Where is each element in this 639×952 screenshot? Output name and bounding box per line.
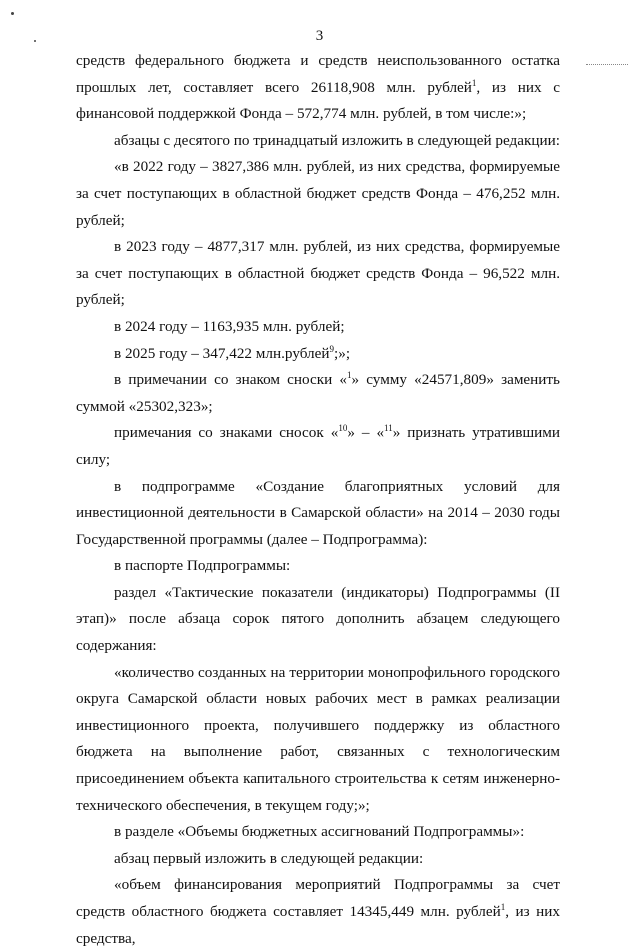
paragraph-new-indicator: «количество созданных на территории монопрофильного городского округа Самарской области новых рабочих мест в рамках реализации инвестиционного проекта, получившего поддержку из областного бюджета на выполнение работ, связанных с технологическим присоединением объекта капитального строительства к сетям инженерно-технического обеспечения, в текущем году;»; <box>76 663 560 814</box>
paragraph-year-2023: в 2023 году – 4877,317 млн. рублей, из них средства, формируемые за счет поступающих в областной бюджет средств Фонда – 96,522 млн. рублей; <box>76 238 560 309</box>
scan-artifact-dots <box>586 64 628 66</box>
paragraph-passport: в паспорте Подпрограммы: <box>114 557 291 575</box>
paragraph-year-2024: в 2024 году – 1163,935 млн. рублей; <box>114 317 345 335</box>
paragraph-year-2022: «в 2022 году – 3827,386 млн. рублей, из них средства, формируемые за счет поступающих в областной бюджет средств Фонда – 476,252 млн. рублей; <box>76 158 560 229</box>
paragraph-footnotes-10-11: примечания со знаками сносок «$^{10}$» – «$^{11}$» признать утратившими силу; <box>76 423 560 468</box>
page-number: 3 <box>315 28 324 44</box>
paragraph-year-2025: в 2025 году – 347,422 млн.рублей$^9$;»; <box>114 343 351 362</box>
paragraph-first-abzac: абзац первый изложить в следующей редакции: <box>114 849 424 867</box>
paragraph-funding-volume: «объем финансирования мероприятий Подпрограммы за счет средств областного бюджета составляет 14345,449 млн. рублей$^1$, из них средства, <box>76 876 560 947</box>
paragraph-funding-total: средств федерального бюджета и средств неиспользованного остатка прошлых лет, составляет всего 26118,908 млн. рублей$^1$, из них с финансовой поддержкой Фонда – 572,774 млн. рублей, в том числе:»; <box>76 52 560 123</box>
paragraph-footnote-1: в примечании со знаком сноски «$^1$» сумму «24571,809» заменить суммой «25302,323»; <box>76 370 560 415</box>
paragraph-amend-10-13: абзацы с десятого по тринадцатый изложить в следующей редакции: <box>114 131 560 149</box>
paragraph-subprogram: в подпрограмме «Создание благоприятных условий для инвестиционной деятельности в Самарской области» на 2014 – 2030 годы Государственной программы (далее – Подпрограмма): <box>76 477 560 548</box>
paragraph-budget-section: в разделе «Объемы бюджетных ассигнований Подпрограммы»: <box>114 823 525 841</box>
paragraph-tactical-indicators: раздел «Тактические показатели (индикаторы) Подпрограммы (II этап)» после абзаца сорок пятого дополнить абзацем следующего содержания: <box>76 583 560 655</box>
scan-speck <box>11 12 14 15</box>
document-body <box>76 48 560 952</box>
